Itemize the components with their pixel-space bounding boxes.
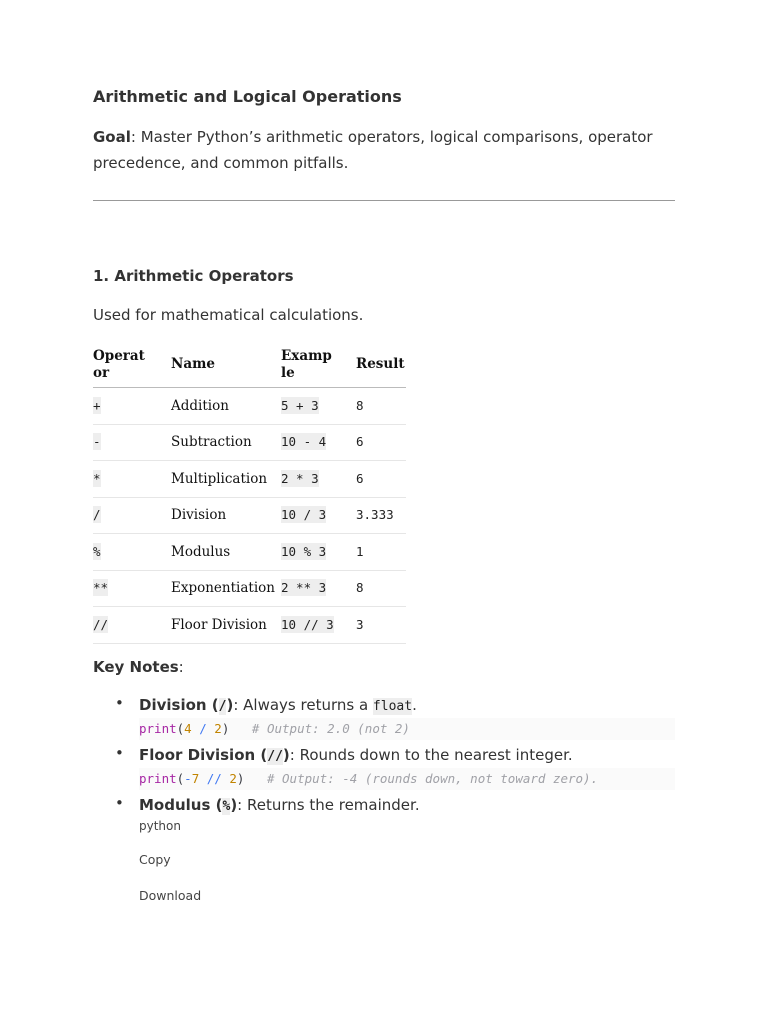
table-row xyxy=(93,534,406,571)
example-cell: 10 // 3 xyxy=(281,616,334,632)
section-intro: Used for mathematical calculations. xyxy=(93,306,364,324)
header-name: Name xyxy=(171,342,281,388)
operator-cell: // xyxy=(93,616,109,632)
result-cell: 1 xyxy=(356,543,364,559)
header-example: Example xyxy=(281,347,332,381)
table-row xyxy=(93,570,406,607)
operator-cell: * xyxy=(93,470,101,486)
table-row xyxy=(93,388,406,425)
name-cell: Addition xyxy=(171,388,281,425)
result-cell: 6 xyxy=(356,470,364,486)
example-cell: 5 + 3 xyxy=(281,397,319,413)
list-item: • Floor Division (//): Rounds down to the nearest integer. print(-7 // 2) # Output: -4 (rounds down, not toward zero). xyxy=(93,744,675,790)
list-item: • Modulus (%): Returns the remainder. python xyxy=(93,794,675,834)
bullet-icon: • xyxy=(115,794,124,812)
operator-cell: ** xyxy=(93,580,109,596)
table-row xyxy=(93,497,406,534)
bullet-icon: • xyxy=(115,744,124,762)
operator-cell: + xyxy=(93,397,101,413)
result-cell: 3 xyxy=(356,616,364,632)
code-language-label: python xyxy=(139,819,181,833)
inline-code: float xyxy=(372,699,413,714)
header-operator: Operator xyxy=(93,347,145,381)
key-notes-heading: Key Notes: xyxy=(93,658,184,676)
page-title: Arithmetic and Logical Operations xyxy=(93,87,402,106)
result-cell: 8 xyxy=(356,580,364,596)
name-cell: Multiplication xyxy=(171,461,281,498)
inline-code: % xyxy=(222,799,231,814)
goal-label: Goal xyxy=(93,128,131,146)
goal-paragraph xyxy=(93,124,683,176)
operator-cell: / xyxy=(93,507,101,523)
download-button[interactable]: Download xyxy=(139,888,202,903)
name-cell: Modulus xyxy=(171,534,281,571)
key-notes-label: Key Notes xyxy=(93,658,179,676)
name-cell: Subtraction xyxy=(171,424,281,461)
section-divider xyxy=(93,200,675,201)
name-cell: Division xyxy=(171,497,281,534)
example-cell: 10 % 3 xyxy=(281,543,327,559)
table-row xyxy=(93,424,406,461)
table-row xyxy=(93,607,406,644)
goal-text: : Master Python’s arithmetic operators, logical comparisons, operator precedence, and common pitfalls. xyxy=(93,128,653,172)
list-item: • Division (/): Always returns a float. print(4 / 2) # Output: 2.0 (not 2) xyxy=(93,694,675,740)
name-cell: Exponentiation xyxy=(171,570,281,607)
operator-cell: % xyxy=(93,543,101,559)
header-result: Result xyxy=(356,342,406,388)
section-heading: 1. Arithmetic Operators xyxy=(93,267,294,285)
result-cell: 3.333 xyxy=(356,507,394,523)
operator-cell: - xyxy=(93,434,101,450)
name-cell: Floor Division xyxy=(171,607,281,644)
key-notes-list xyxy=(93,694,675,834)
result-cell: 6 xyxy=(356,434,364,450)
bullet-icon: • xyxy=(115,694,124,712)
table-header-row xyxy=(93,342,406,388)
operators-table xyxy=(93,342,406,644)
example-cell: 2 ** 3 xyxy=(281,580,327,596)
copy-button[interactable]: Copy xyxy=(139,852,171,867)
result-cell: 8 xyxy=(356,397,364,413)
example-cell: 2 * 3 xyxy=(281,470,319,486)
example-cell: 10 / 3 xyxy=(281,507,327,523)
inline-code: / xyxy=(218,699,227,714)
code-snippet: print(-7 // 2) # Output: -4 (rounds down, not toward zero). xyxy=(139,768,675,790)
code-snippet: print(4 / 2) # Output: 2.0 (not 2) xyxy=(139,718,675,740)
table-row xyxy=(93,461,406,498)
inline-code: // xyxy=(267,749,283,764)
example-cell: 10 - 4 xyxy=(281,434,327,450)
